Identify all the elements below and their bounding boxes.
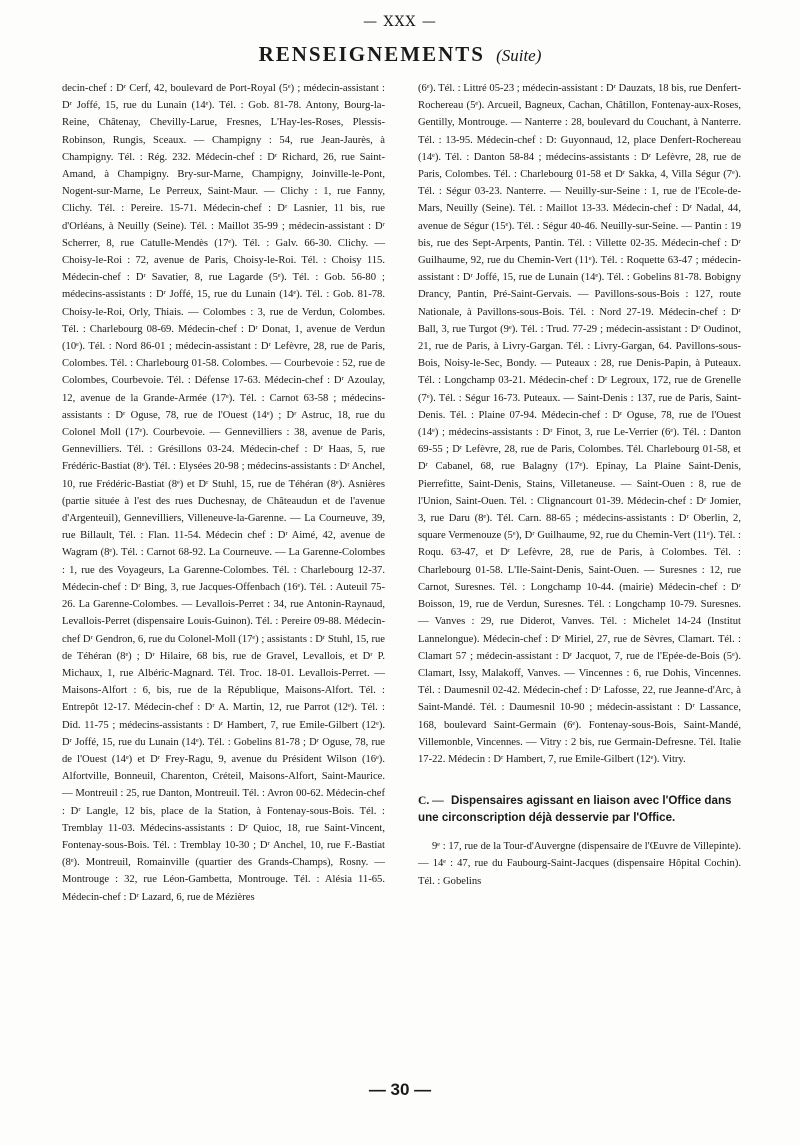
section-c-title: Dispensaires agissant en liaison avec l'Office dans une circonscription déjà desservie par l'Office.: [418, 794, 732, 825]
left-column: [62, 80, 385, 906]
page-heading: [0, 42, 800, 67]
section-c-letter: C. —: [418, 794, 444, 808]
heading-suffix: (Suite): [496, 46, 542, 65]
bottom-page-number: — 30 —: [368, 1080, 432, 1099]
section-c-heading: [418, 792, 741, 826]
top-page-numeral: — XXX —: [363, 14, 437, 30]
section-c-text: 9ᵉ : 17, rue de la Tour-d'Auvergne (dispensaire de l'Œuvre de Villepinte). — 14ᵉ : 47, rue du Faubourg-Saint-Jacques (dispensaire Hôpital Cochin). Tél. : Gobelins: [418, 841, 741, 887]
heading-title: RENSEIGNEMENTS: [258, 42, 485, 66]
left-column-text: decin-chef : Dʳ Cerf, 42, boulevard de Port-Royal (5ᵉ) ; médecin-assistant : Dʳ Joffé, 15, rue du Lunain (14ᵉ). Tél. : Gob. 81-78. Antony, Bourg-la-Reine, Châtenay, Chevilly-Larue, Fresnes, L'Hay-les-Roses, Plessis-Robinson, Rungis, Sceaux. — Champigny : 54, rue Jean-Jaurès, à Champigny. Tél. : Rég. 232. Médecin-chef : Dʳ Richard, 26, rue Saint-Amand, à Champigny. Bry-sur-Marne, Champigny, Joinville-le-Pont, Nogent-sur-Marne, Le Perreux, Saint-Maur. — Clichy : 1, rue Fanny, Clichy. Tél. : Pereire. 15-71. Médecin-chef : Dʳ Lasnier, 11 bis, rue d'Orléans, à Neuilly (Seine). Tél. : Maillot 35-99 ; médecin-assistant : Dʳ Scherrer, 8, rue Catulle-Mendès (17ᵉ). Tél. : Galv. 66-30. Clichy. — Choisy-le-Roi : 72, avenue de Paris, Choisy-le-Roi. Tél. : Choisy 115. Médecin-chef : Dʳ Savatier, 8, rue Lagarde (5ᵉ). Tél. : Gob. 56-80 ; médecins-assistants : Dʳ Joffé, 15, rue du Lunain (14ᵉ). Tél. : Gob. 81-78. Choisy-le-Roi, Orly, Thiais. — Colombes : 3, rue de Verdun, Colombes. Tél. : Charlebourg 08-69. Médecin-chef : Dʳ Donat, 1, avenue de Verdun (10ᵉ). Tél. : Nord 86-01 ; médecin-assistant : Dʳ Lefèvre, 28, rue de Paris, Colombes. Tél. : Charlebourg 01-58. Colombes. — Courbevoie : 52, rue de Colombes, Courbevoie. Tél. : Défense 17-63. Médecin-chef : Dʳ Azoulay, 12, avenue de la Grande-Armée (17ᵉ). Tél. : Carnot 63-58 ; médecins-assistants : Dʳ Oguse, 78, rue de l'Ouest (14ᵉ) ; Dʳ Astruc, 18, rue du Colonel Moll (17ᵉ). Courbevoie. — Gennevilliers : 38, avenue de Paris, Gennevilliers. Tél. : Grésillons 03-24. Médecin-chef : Dʳ Haas, 5, rue Frédéric-Bastiat (8ᵉ). Tél. : Elysées 20-98 ; médecins-assistants : Dʳ Anchel, 10, rue Frédéric-Bastiat (8ᵉ) et Dʳ Stuhl, 15, rue de Téhéran (8ᵉ). Asnières (partie située à l'est des rues Duchesnay, de Châteaudun et de l'avenue d'Argenteuil), Gennevilliers, Villeneuve-la-Garenne. — La Courneuve, 39, rue Billault, Tél. : Flan. 11-54. Médecin chef : Dʳ Aimé, 42, avenue de Wagram (8ᵉ). Tél. : Carnot 68-92. La Courneuve. — La Garenne-Colombes : 1, rue des Voyageurs, La Garenne-Colombes. Tél. : Charlebourg 12-37. Médecin-chef : Dʳ Bing, 3, rue Jacques-Offenbach (16ᵉ). Tél. : Auteuil 75-26. La Garenne-Colombes. — Levallois-Perret : 34, rue Antonin-Raynaud, Levallois-Perret (dispensaire Louis-Guinon). Tél. : Pereire 09-88. Médecin-chef Dʳ Gendron, 6, rue du Colonel-Moll (17ᵉ) ; assistants : Dʳ Stuhl, 15, rue de Téhéran (8ᵉ) ; Dʳ Hilaire, 68 bis, rue de Gravel, Levallois, et Dʳ P. Michaux, 1, rue Albéric-Magnard. Tél. Troc. 18-01. Levallois-Perret. — Maisons-Alfort : 6, bis, rue de la République, Maisons-Alfort. Tél. : Entrepôt 12-17. Médecin-chef : Dʳ A. Martin, 12, rue Parrot (12ᵉ). Tél. : Did. 11-75 ; médecins-assistants : Dʳ Hambert, 7, rue Emile-Gilbert (12ᵉ). Dʳ Joffé, 15, rue du Lunain (14ᵉ). Tél. : Gobelins 81-78 ; Dʳ Oguse, 78, rue de l'Ouest (14ᵉ) et Dʳ Frey-Ragu, 9, avenue du Président Wilson (16ᵉ). Alfortville, Bonneuil, Charenton, Créteil, Maisons-Alfort, Saint-Maurice. — Montreuil : 25, rue Danton, Montreuil. Tél. : Avron 00-62. Médecin-chef : Dʳ Langle, 12 bis, place de la Station, à Fontenay-sous-Bois. Tél. : Tremblay 11-03. Médecins-assistants : Dʳ Quioc, 18, rue Saint-Vincent, Fontenay-sous-Bois. Tél. : Tremblay 10-30 ; Dʳ Anchel, 10, rue F.-Bastiat (8ᵉ). Montreuil, Romainville (quartier des Grands-Champs), Rosny. — Montrouge : 32, rue Léon-Gambetta, Montrouge. Tél. : Alésia 11-65. Médecin-chef : Dʳ Lazard, 6, rue de Mézières: [62, 83, 385, 903]
right-column-text: (6ᵉ). Tél. : Littré 05-23 ; médecin-assistant : Dʳ Dauzats, 18 bis, rue Denfert-Rochereau (5ᵉ). Arcueil, Bagneux, Cachan, Châtillon, Fontenay-aux-Roses, Gentilly, Montrouge. — Nanterre : 28, boulevard du Couchant, à Nanterre. Tél. : 13-95. Médecin-chef : D: Guyonnaud, 12, place Denfert-Rochereau (14ᵉ). Tél. : Danton 58-84 ; médecins-assistants : Dʳ Lefèvre, 28, rue de Paris, Colombes. Tél. : Charlebourg 01-58 et Dʳ Sakka, 4, Villa Ségur (7ᵉ). Tél. : Ségur 03-23. Nanterre. — Neuilly-sur-Seine : 1, rue de l'Ecole-de-Mars, Neuilly (Seine). Tél. : Maillot 13-33. Médecin-chef : Dʳ Nadal, 44, avenue de Ségur (15ᵉ). Tél. : Ségur 40-46. Neuilly-sur-Seine. — Pantin : 19 bis, rue des Sept-Arpents, Pantin. Tél. : Villette 02-35. Médecin-chef : Dʳ Guilhaume, 92, rue du Chemin-Vert (11ᵉ). Tél. : Roquette 63-47 ; médecin-assistant : Dʳ Joffé, 15, rue de Lunain (14ᵉ). Tél. : Gobelins 81-78. Bobigny Drancy, Pantin, Pré-Saint-Gervais. — Pavillons-sous-Bois : 127, route Nationale, à Pavillons-sous-Bois. Tél. : Nord 27-19. Médecin-chef : Dʳ Ball, 3, rue Turgot (9ᵉ). Tél. : Trud. 77-29 ; médecin-assistant : Dʳ Oudinot, 21, rue de Paris, à Livry-Gargan. Tél. : Livry-Gargan, 64. Pavillons-sous-Bois, Noisy-le-Sec, Bondy. — Puteaux : 28, rue Denis-Papin, à Puteaux. Tél. : Longchamp 03-21. Médecin-chef : Dʳ Legroux, 172, rue de Grenelle (7ᵉ). Tél. : Ségur 16-73. Puteaux. — Saint-Denis : 137, rue de Paris, Saint-Denis. Tél. : Plaine 07-94. Médecin-chef : Dʳ Oguse, 78, rue de l'Ouest (14ᵉ) ; médecins-assistants : Dʳ Finot, 3, rue Le-Verrier (6ᵉ). Tél. : Danton 69-55 ; Dʳ Lefèvre, 28, rue de Paris, Colombes. Tél. Charlebourg 01-58, et Dʳ Cabanel, 68, rue Balagny (17ᵉ). Epinay, La Plaine Saint-Denis, Pierrefitte, Saint-Denis, Stains, Villetaneuse. — Saint-Ouen : 8, rue de l'Union, Saint-Ouen. Tél. : Clignancourt 01-39. Médecin-chef : Dʳ Jomier, 3, rue Daru (8ᵉ). Tél. Carn. 88-65 ; médecins-assistants : Dʳ Oberlin, 2, square Vermenouze (5ᵉ), Dʳ Guilhaume, 92, rue du Chemin-Vert (11ᵉ). Tél. : Roqu. 63-47, et Dʳ Lefèvre, 28, rue de Paris, à Colombes. Tél. : Charlebourg 01-58. L'Ile-Saint-Denis, Saint-Ouen. — Suresnes : 12, rue Carnot, Suresnes. Tél. : Longchamp 10-44. (mairie) Médecin-chef : Dʳ Boisson, 19, rue de Verdun, Suresnes. Tél. : Longchamp 10-79. Suresnes. — Vanves : 29, rue Diderot, Vanves. Tél. : Michelet 14-24 (Institut Lannelongue). Médecin-chef : Dʳ Miriel, 27, rue de Sèvres, Clamart. Tél. : Clamart 57 ; médecin-assistant : Dʳ Jacquot, 7, rue de l'Epée-de-Bois (5ᵉ). Clamart, Issy, Malakoff, Vanves. — Vincennes : 6, rue Dohis, Vincennes. Tél. : Daumesnil 02-42. Médecin-chef : Dʳ Lafosse, 22, rue Jeanne-d'Arc, à Saint-Mandé. Tél. : Daumesnil 10-90 ; médecin-assistant : Dʳ Lassance, 168, boulevard Saint-Germain (6ᵉ). Fontenay-sous-Bois, Saint-Mandé, Villemonble, Vincennes. — Vitry : 2 bis, rue Germain-Defresne. Tél. Italie 17-22. Médecin : Dʳ Hambert, 7, rue Emile-Gilbert (12ᵉ). Vitry.: [418, 83, 741, 765]
right-column: [418, 80, 741, 890]
